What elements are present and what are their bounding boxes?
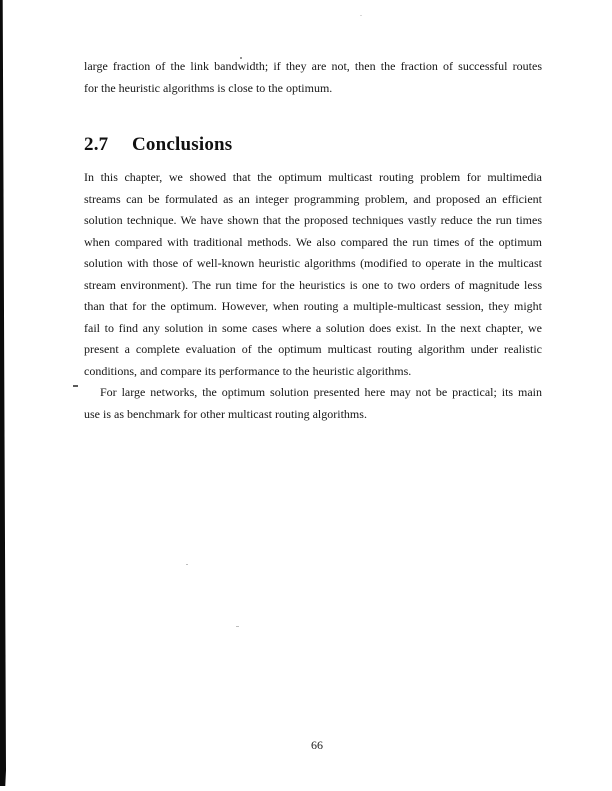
text-line: use is as benchmark for other multicast routing algorithms.	[84, 406, 367, 421]
scan-dash-artifact	[73, 385, 78, 387]
text-line: fail to find any solution in some cases where a solution does exist. In the next chapter, we	[84, 320, 542, 335]
text-line: conditions, and compare its performance to the heuristic algorithms.	[84, 363, 412, 378]
scan-speck	[186, 564, 188, 565]
section-title: Conclusions	[132, 134, 233, 155]
text-line: In this chapter, we showed that the optimum multicast routing problem for multimedia	[84, 170, 542, 184]
paragraph-body	[84, 167, 542, 382]
text-line: than that for the optimum. However, when routing a multiple-multicast session, they might	[84, 299, 542, 313]
paragraph-closing	[84, 382, 542, 425]
section-heading	[84, 133, 232, 157]
text-line: stream environment). The run time for the heuristics is one to two orders of magnitude less	[84, 277, 542, 292]
scan-speck	[236, 626, 239, 627]
text-line: present a complete evaluation of the optimum multicast routing algorithm under realistic	[84, 342, 542, 356]
page-number: 66	[311, 738, 323, 752]
text-line: streams can be formulated as an integer programming problem, and proposed an efficient	[84, 191, 542, 206]
scan-edge-artifact	[0, 0, 6, 786]
text-line: large fraction of the link bandwidth; if they are not, then the fraction of successful routes	[84, 59, 542, 73]
scan-speck	[360, 15, 362, 16]
text-line: solution with those of well-known heuristic algorithms (modified to operate in the multicast	[84, 256, 542, 270]
text-line: when compared with traditional methods. We also compared the run times of the optimum	[84, 234, 542, 249]
text-line: solution technique. We have shown that the proposed techniques vastly reduce the run times	[84, 213, 542, 227]
paragraph-intro	[84, 56, 542, 99]
section-number: 2.7	[84, 134, 109, 155]
text-line: For large networks, the optimum solution presented here may not be practical; its main	[100, 385, 542, 399]
scan-speck	[240, 57, 242, 59]
text-line: for the heuristic algorithms is close to the optimum.	[84, 80, 333, 95]
